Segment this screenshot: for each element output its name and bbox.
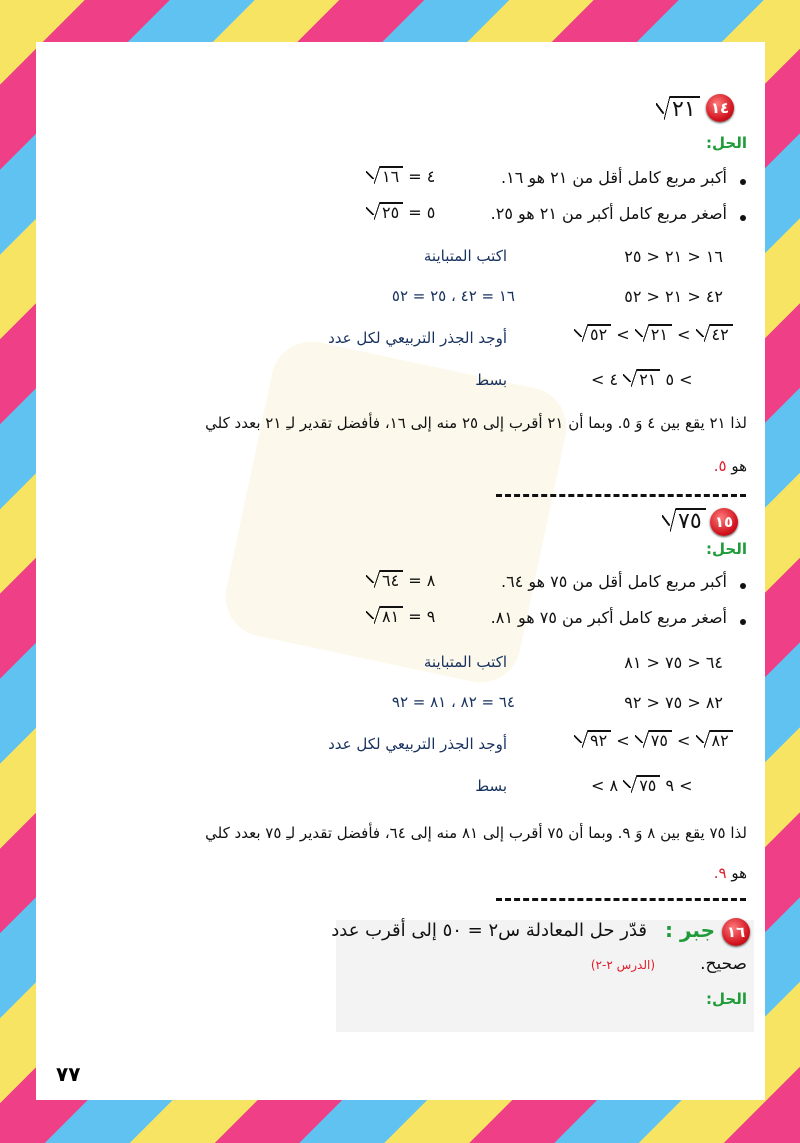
inequality-step: ٦٤ < ٧٥ < ٨١ <box>624 653 723 672</box>
step-note: بسط <box>475 777 507 795</box>
watermark-logo <box>218 334 574 690</box>
radical-expression: ٢١ <box>670 96 700 122</box>
root-inequality: ٥٢ < ٢١ < ٤٢ <box>574 324 733 344</box>
inequality-step: ٤٢ < ٢١ < ٥٢ <box>624 287 723 306</box>
bullet-math <box>366 570 435 590</box>
step-note: أوجد الجذر التربيعي لكل عدد <box>328 735 507 753</box>
answer-value: ٩. <box>713 864 727 882</box>
step-note: ١٦ = ٤٢ ، ٢٥ = ٥٢ <box>391 287 515 305</box>
conclusion-text: لذا ٧٥ يقع بين ٨ وَ ٩. وبما أن ٧٥ أقرب إلى ٨١ منه إلى ٦٤، فأفضل تقدير لـِ ٧٥ بعدد كلي <box>205 824 747 842</box>
math-result: = ٩ <box>408 607 436 626</box>
bullet-text: أصغر مربع كامل أكبر من ٢١ هو ٢٥. <box>490 204 727 223</box>
math-text: ٤ < <box>609 370 693 389</box>
bullet-dot <box>740 179 746 185</box>
bullet-dot <box>740 619 746 625</box>
radical-expression: ١٦ <box>380 166 403 186</box>
math-result: = ٥ <box>408 203 436 222</box>
solution-label: الحل: <box>706 540 747 558</box>
step-note: بسط <box>475 371 507 389</box>
problem-statement: قدّر حل المعادلة س٢ = ٥٠ إلى أقرب عدد <box>331 920 647 941</box>
bullet-text: أكبر مربع كامل أقل من ٢١ هو ١٦. <box>501 168 727 187</box>
radical-expression: ٨١ <box>380 606 403 626</box>
problem-expression <box>662 508 706 534</box>
bullet-math <box>366 606 435 626</box>
math-result: = ٤ <box>408 167 436 186</box>
radical-expression: ٢١ <box>637 369 660 389</box>
radical-expression: ٤٢ <box>710 324 733 344</box>
problem-number-badge: ١٤ <box>706 94 734 122</box>
worksheet-page <box>36 42 765 1100</box>
bullet-text: أكبر مربع كامل أقل من ٧٥ هو ٦٤. <box>501 572 727 591</box>
radical-expression: ٨٢ <box>710 730 733 750</box>
solution-label: الحل: <box>706 990 747 1008</box>
math-text: < ٥ <box>591 370 675 389</box>
step-note: أوجد الجذر التربيعي لكل عدد <box>328 329 507 347</box>
solution-label: الحل: <box>706 134 747 152</box>
conclusion-text: لذا ٢١ يقع بين ٤ وَ ٥. وبما أن ٢١ أقرب إلى ٢٥ منه إلى ١٦، فأفضل تقدير لـِ ٢١ بعدد كلي <box>205 414 747 432</box>
step-note: اكتب المتباينة <box>423 247 507 265</box>
section-divider <box>496 898 746 901</box>
bullet-dot <box>740 583 746 589</box>
page-number: ٧٧ <box>56 1062 81 1086</box>
bullet-text: أصغر مربع كامل أكبر من ٧٥ هو ٨١. <box>490 608 727 627</box>
bullet-dot <box>740 215 746 221</box>
inequality-step: ٨٢ < ٧٥ < ٩٢ <box>624 693 723 712</box>
conclusion-text <box>714 457 747 475</box>
math-text: ٨ < <box>609 776 693 795</box>
root-inequality: ٩٢ < ٧٥ < ٨٢ <box>574 730 733 750</box>
root-inequality <box>591 775 693 795</box>
radical-expression: ٥٢ <box>588 324 611 344</box>
math-text: < ٩ <box>591 776 675 795</box>
radical-expression: ٧٥ <box>649 730 672 750</box>
step-note: اكتب المتباينة <box>423 653 507 671</box>
problem-expression <box>656 96 700 122</box>
problem-statement-continued: صحيح. <box>700 954 747 974</box>
radical-expression: ٧٥ <box>637 775 660 795</box>
inequality-step: ١٦ < ٢١ < ٢٥ <box>624 247 723 266</box>
section-divider <box>496 494 746 497</box>
radical-expression: ٢١ <box>649 324 672 344</box>
radical-expression: ٦٤ <box>380 570 403 590</box>
conclusion-text <box>714 864 747 882</box>
conclusion-prefix: هو <box>731 457 747 475</box>
bullet-math <box>366 202 435 222</box>
radical-expression: ٢٥ <box>380 202 403 222</box>
conclusion-prefix: هو <box>731 864 747 882</box>
problem-number-badge: ١٦ <box>722 918 750 946</box>
math-result: = ٨ <box>408 571 436 590</box>
radical-expression: ٧٥ <box>676 508 706 534</box>
answer-value: ٥. <box>713 457 727 475</box>
problem-topic: جبر : <box>665 918 715 942</box>
lesson-reference: (الدرس ٢-٢) <box>590 958 655 972</box>
radical-expression: ٩٢ <box>588 730 611 750</box>
problem-number-badge: ١٥ <box>710 508 738 536</box>
step-note: ٦٤ = ٨٢ ، ٨١ = ٩٢ <box>391 693 515 711</box>
bullet-math <box>366 166 435 186</box>
root-inequality <box>591 369 693 389</box>
